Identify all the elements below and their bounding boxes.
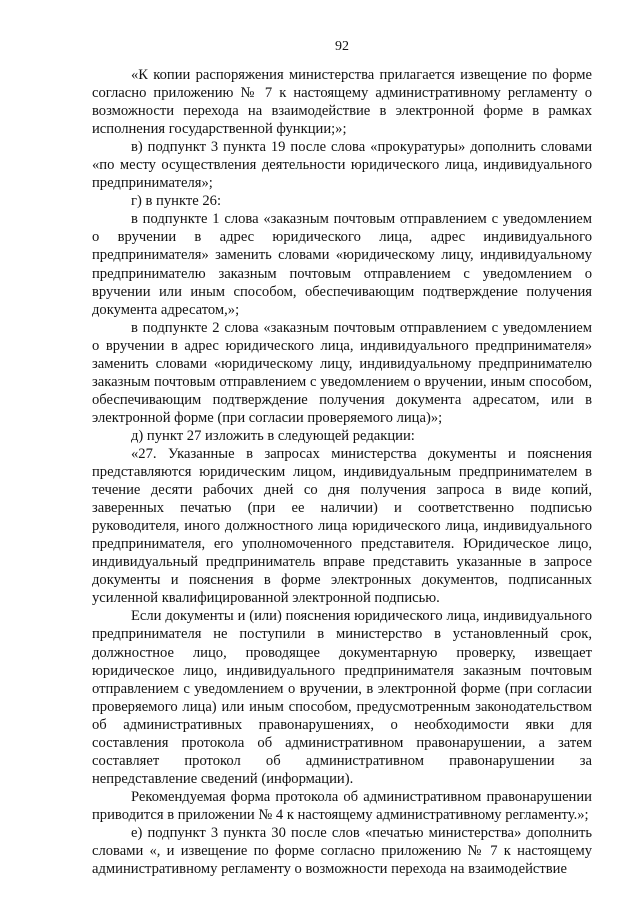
paragraph-8: Если документы и (или) пояснения юридического лица, индивидуального предпринимателя не поступили в министерство в установленный срок, должностное лицо, проводящее документарную проверку, извещает юридическое лицо, индивидуального предпринимателя заказным почтовым отправлением с уведомлением о вручении, в электронной форме (при согласии проверяемого лица) или иным способом, предусмотренным законодательством об административных правонарушениях, о необходимости явки для составления протокола об административном правонарушении, а затем составляет протокол об административном правонарушении за непредставление сведений (информации). [92, 608, 592, 787]
paragraph-5: в подпункте 2 слова «заказным почтовым отправлением с уведомлением о вручении в адрес юридического лица, индивидуального предпринимателя» заменить словами «юридическому лицу, индивидуальному предпринимателю заказным почтовым отправлением с уведомлением о вручении, иным способом, обеспечивающим подтверждение получения документа адресатом, или в электронной форме (при согласии проверяемого лица)»; [92, 319, 592, 426]
paragraph-9: Рекомендуемая форма протокола об административном правонарушении приводится в приложении № 4 к настоящему административному регламенту.»; [92, 788, 592, 823]
paragraph-7: «27. Указанные в запросах министерства документы и пояснения представляются юридическим лицом, индивидуальным предпринимателем в течение десяти рабочих дней со дня получения запроса в виде копий, заверенных печатью (при ее наличии) и соответственно подписью руководителя, иного должностного лица юридического лица, индивидуального предпринимателя, его уполномоченного представителя. Юридическое лицо, индивидуальный предприниматель вправе представить указанные в запросе документы и пояснения в форме электронных документов, подписанных усиленной квалифицированной электронной подписью. [92, 445, 592, 607]
paragraph-6: д) пункт 27 изложить в следующей редакции: [131, 427, 415, 444]
paragraph-3: г) в пункте 26: [131, 193, 221, 210]
page-number: 92 [335, 39, 349, 54]
paragraph-10: е) подпункт 3 пункта 30 после слов «печатью министерства» дополнить словами «, и извещение по форме согласно приложению № 7 к настоящему административному регламенту о возможности перехода на взаимодействие [92, 824, 592, 878]
paragraph-4: в подпункте 1 слова «заказным почтовым отправлением с уведомлением о вручении в адрес юридического лица, адрес индивидуального предпринимателя» заменить словами «юридическому лицу, индивидуальному предпринимателю заказным почтовым отправлением с уведомлением о вручении или иным способом, обеспечивающим подтверждение получения документа адресатом,»; [92, 211, 592, 318]
document-body [92, 66, 592, 878]
paragraph-1: «К копии распоряжения министерства прилагается извещение по форме согласно приложению № 7 к настоящему административному регламенту о возможности перехода на взаимодействие в электронной форме в рамках исполнения государственной функции;»; [92, 67, 592, 138]
paragraph-2: в) подпункт 3 пункта 19 после слова «прокуратуры» дополнить словами «по месту осуществления деятельности юридического лица, индивидуального предпринимателя»; [92, 139, 592, 192]
